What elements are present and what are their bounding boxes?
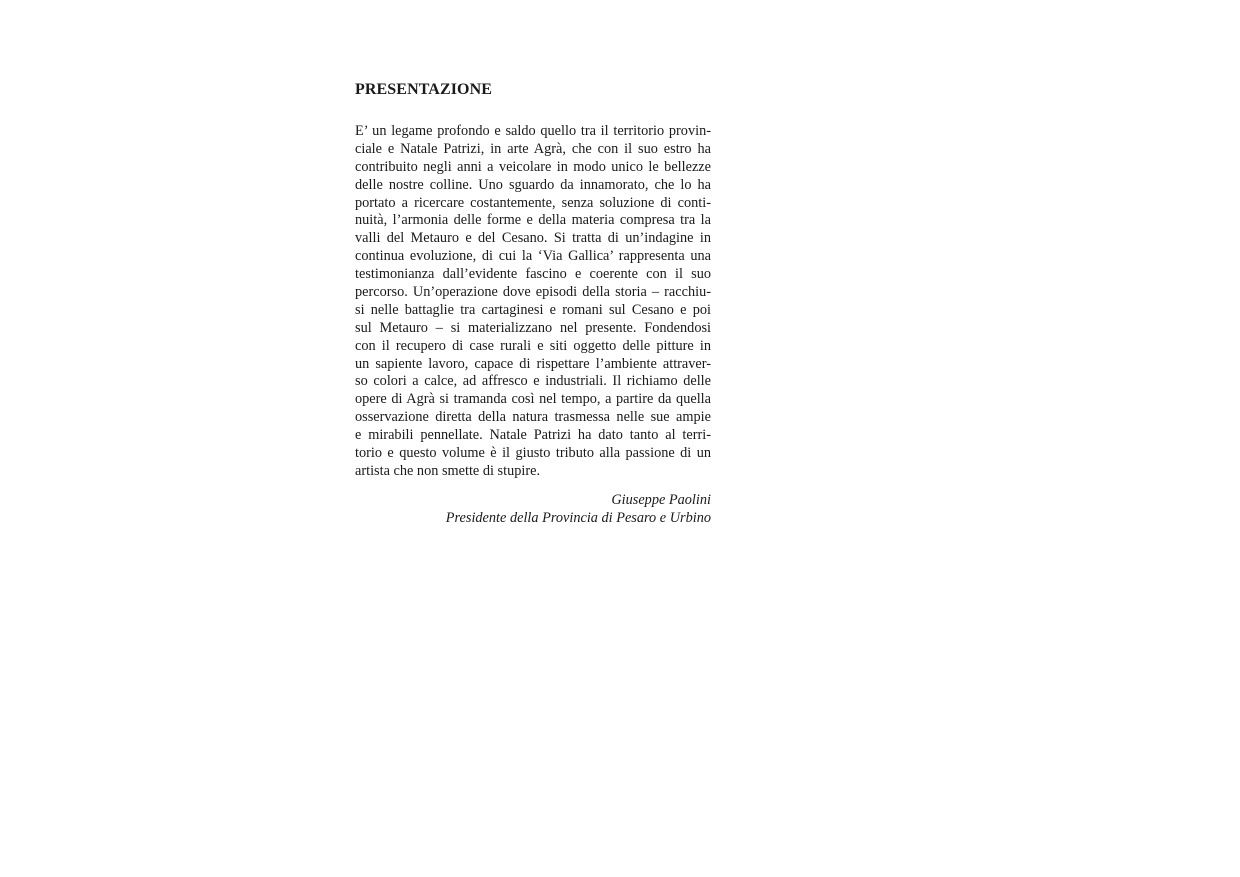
signature-block <box>355 491 711 527</box>
paragraph-line: osservazione diretta della natura trasmessa nelle sue ampie <box>355 409 711 426</box>
paragraph-line: un sapiente lavoro, capace di rispettare l’ambiente attraver- <box>355 355 711 372</box>
paragraph-line: portato a ricercare costantemente, senza soluzione di conti- <box>355 194 711 211</box>
paragraph-line: si nelle battaglie tra cartaginesi e romani sul Cesano e poi <box>355 301 711 318</box>
section-heading: PRESENTAZIONE <box>355 81 493 98</box>
presentation-paragraph <box>355 123 711 481</box>
paragraph-line: sul Metauro – si materializzano nel presente. Fondendosi <box>355 319 711 336</box>
paragraph-line: artista che non smette di stupire. <box>355 462 541 479</box>
paragraph-line: testimonianza dall’evidente fascino e coerente con il suo <box>355 266 711 283</box>
paragraph-line: e mirabili pennellate. Natale Patrizi ha dato tanto al terri- <box>355 427 711 444</box>
paragraph-line: continua evoluzione, di cui la ‘Via Gallica’ rappresenta una <box>355 248 711 265</box>
signature-role: Presidente della Provincia di Pesaro e Urbino <box>445 509 711 526</box>
paragraph-line: E’ un legame profondo e saldo quello tra il territorio provin- <box>355 123 711 139</box>
paragraph-line: opere di Agrà si tramanda così nel tempo, a partire da quella <box>355 391 711 408</box>
paragraph-line: nuità, l’armonia delle forme e della materia compresa tra la <box>355 212 711 229</box>
signature-name: Giuseppe Paolini <box>611 491 711 508</box>
paragraph-line: contribuito negli anni a veicolare in modo unico le bellezze <box>355 158 711 175</box>
paragraph-line: percorso. Un’operazione dove episodi della storia – racchiu- <box>355 284 711 301</box>
text-column <box>355 80 711 527</box>
paragraph-line: valli del Metauro e del Cesano. Si tratta di un’indagine in <box>355 230 711 247</box>
paragraph-line: so colori a calce, ad affresco e industriali. Il richiamo delle <box>355 373 711 390</box>
paragraph-line: ciale e Natale Patrizi, in arte Agrà, che con il suo estro ha <box>355 140 711 157</box>
paragraph-line: con il recupero di case rurali e siti oggetto delle pitture in <box>355 337 711 354</box>
paragraph-line: delle nostre colline. Uno sguardo da innamorato, che lo ha <box>355 176 711 193</box>
paragraph-line: torio e questo volume è il giusto tributo alla passione di un <box>355 445 711 462</box>
